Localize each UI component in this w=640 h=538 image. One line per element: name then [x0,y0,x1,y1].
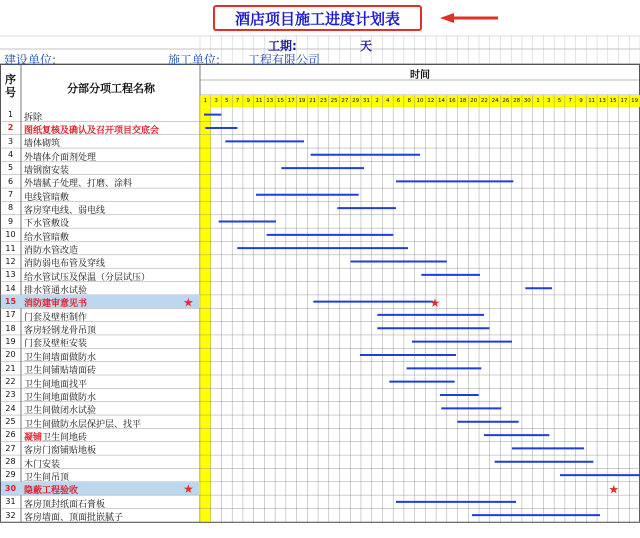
day-label: 31 [362,98,370,104]
row-number: 9 [7,216,14,226]
header-name: 分部分项工程名称 [67,82,155,95]
row-number: 7 [7,190,14,200]
task-name: 墙体砌筑 [24,139,61,150]
row-number: 11 [5,243,16,253]
header-time: 时间 [410,70,430,81]
day-label: 14 [437,98,445,104]
day-label: 26 [502,98,510,104]
day-label: 11 [255,98,263,104]
row-number: 28 [5,457,16,467]
header-seq: 序号 [5,73,16,99]
row-number: 20 [5,350,16,360]
milestone-star-icon: ★ [608,482,620,497]
task-name: 客房门窗铺贴地板 [24,446,97,457]
task-name: 客房墙面、顶面批嵌腻子 [24,513,124,523]
row-number: 4 [7,150,14,160]
task-name: 卫生间做防水层保护层、找平 [24,419,142,430]
period-label: 工期: [268,39,297,53]
period-unit: 天 [360,39,373,53]
day-label: 9 [246,98,251,104]
day-label: 4 [386,98,390,104]
task-name: 客房穿电线、弱电线 [24,205,106,216]
task-name: 客房轻钢龙骨吊顶 [24,326,97,337]
star-icon: ★ [183,295,194,310]
row-number: 8 [7,203,14,213]
day-label: 15 [276,98,284,104]
day-label: 30 [523,98,531,104]
task-name: 图纸复核及确认及召开项目交底会 [24,125,160,136]
row-number: 25 [5,417,16,427]
row-number: 5 [7,163,14,173]
row-number: 31 [5,497,16,507]
day-label: 5 [557,98,562,104]
task-name: 给水管暗敷 [24,232,70,243]
task-name: 卫生间地面找平 [24,379,88,390]
day-label: 7 [235,98,240,104]
row-number: 22 [5,377,16,386]
day-label: 2 [375,98,379,104]
task-name: 门套及壁柜制作 [24,312,88,323]
task-name: 电线管暗敷 [24,192,70,203]
row-number: 12 [5,256,16,266]
task-name: 消防建审意见书 [24,299,88,310]
day-label: 3 [214,98,218,104]
task-name: 卫生间做闭水试验 [24,406,97,417]
page-title: 酒店项目施工进度计划表 [213,5,422,31]
task-name: 隐蔽工程验收 [24,486,79,497]
arrow-left-icon [440,13,498,23]
task-name: 消防弱电布管及穿线 [24,259,106,270]
day-label: 5 [225,98,229,104]
row-number: 23 [5,390,16,400]
task-name: 外墙腻子处理、打磨、涂料 [24,179,133,190]
day-label: 20 [470,98,478,104]
row-number: 14 [5,283,16,293]
day-label: 1 [203,98,208,104]
day-label: 17 [620,98,628,104]
row-number: 17 [5,310,16,320]
day-label: 19 [298,98,306,104]
day-label: 11 [588,98,596,104]
day-label: 10 [416,98,424,104]
task-name: 排水管通水试验 [24,286,88,297]
day-label: 27 [341,98,349,104]
row-number: 32 [5,510,16,520]
day-label: 13 [598,98,606,104]
day-label: 15 [609,98,617,104]
task-name: 卫生间地面做防水 [24,392,97,403]
task-name: 消防水管改造 [24,246,79,256]
day-label: 19 [631,98,639,104]
row-number: 3 [7,136,14,146]
day-label: 17 [287,98,295,104]
row-number: 13 [5,270,16,280]
task-name: 拆除 [24,112,43,123]
day-label: 9 [579,98,583,104]
contractor-value: 工程有限公司 [248,53,321,67]
day-label: 6 [396,98,401,104]
task-name: 卫生间墙面做防水 [24,352,97,363]
row-number: 10 [5,230,16,240]
day-label: 8 [407,98,411,104]
task-name: 木门安装 [24,459,61,470]
contractor-label: 施工单位: [168,53,221,67]
milestone-star-icon: ★ [429,295,441,310]
day-label: 23 [319,98,327,104]
day-label: 22 [480,98,488,104]
row-number: 21 [5,363,16,373]
row-number: 15 [4,296,17,306]
row-number: 24 [5,403,16,413]
row-number: 26 [5,430,16,440]
row-number: 6 [7,176,14,186]
star-icon: ★ [183,482,194,497]
task-name: 凝铺卫生间地砖 [24,432,88,443]
day-label: 28 [513,98,521,104]
row-number: 19 [5,336,16,346]
day-label: 1 [536,98,540,104]
row-number: 18 [5,323,16,333]
day-label: 29 [352,98,360,104]
task-name: 墙钢窗安装 [24,165,70,176]
row-number: 1 [7,110,14,119]
row-number: 29 [5,470,16,480]
task-name: 卫生间铺贴墙面砖 [24,366,97,377]
row-number: 30 [4,483,17,493]
task-name: 卫生间吊顶 [24,472,70,483]
builder-label: 建设单位: [4,53,57,67]
task-name: 门套及壁柜安装 [24,339,88,350]
task-name: 下水管敷设 [24,219,70,230]
task-name: 外墙体介面剂处理 [24,152,97,163]
row-number: 2 [7,123,14,133]
day-label: 3 [547,98,551,104]
day-label: 18 [459,98,467,104]
task-name: 给水管试压及保温（分层试压） [24,272,151,283]
day-label: 24 [491,98,499,104]
day-label: 16 [448,98,456,104]
day-label: 7 [568,98,572,104]
row-number: 27 [5,443,16,453]
day-label: 25 [330,98,338,104]
day-label: 21 [309,98,317,104]
first-day-column [200,108,211,522]
task-name: 客房顶封纸面石膏板 [24,499,106,510]
day-label: 12 [427,98,435,104]
day-label: 13 [266,98,274,104]
